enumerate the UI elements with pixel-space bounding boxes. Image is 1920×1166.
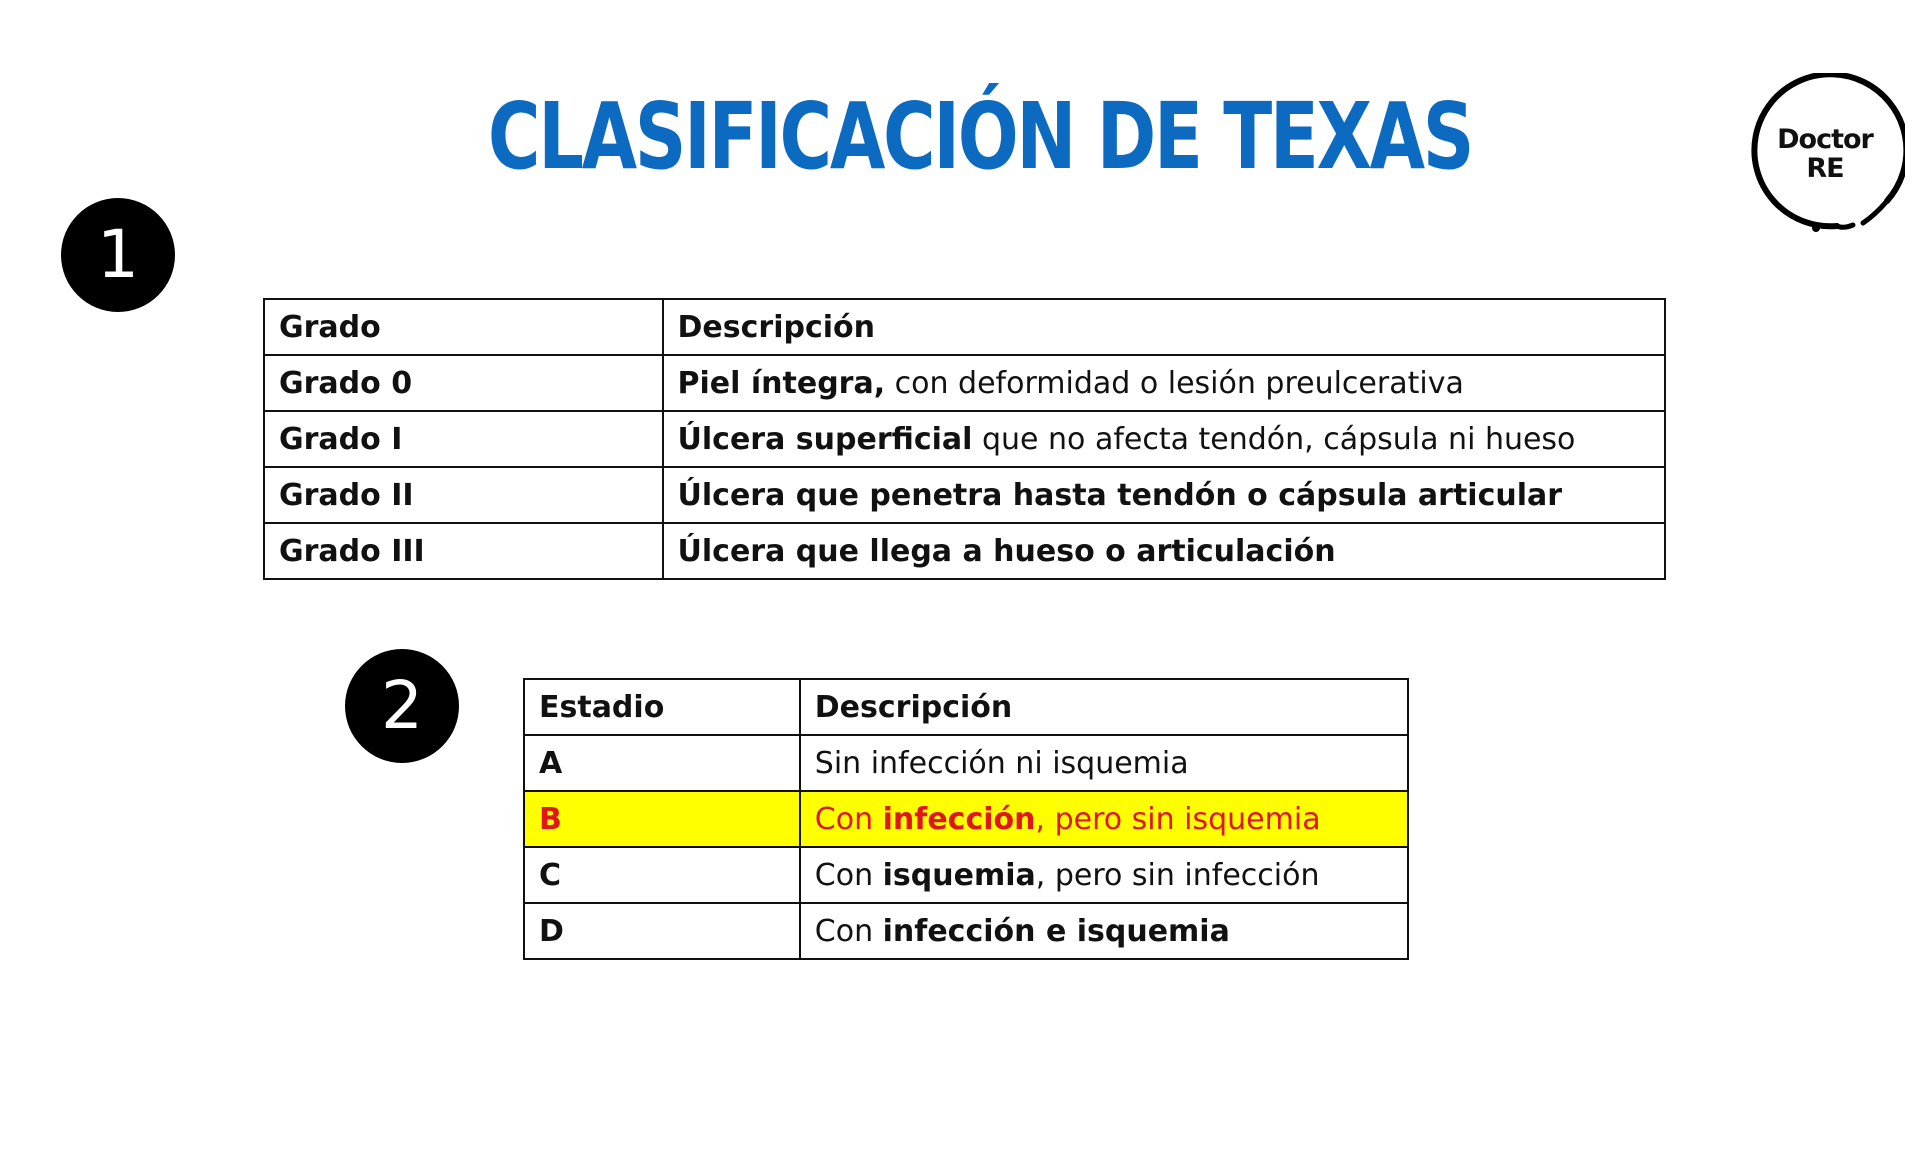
header-descripcion: Descripción bbox=[800, 679, 1408, 735]
section-number-2-badge: 2 bbox=[345, 649, 459, 763]
desc-pre: Con bbox=[814, 801, 883, 837]
header-estadio: Estadio bbox=[524, 679, 800, 735]
estadio-cell: D bbox=[524, 903, 800, 959]
grados-table bbox=[263, 298, 1666, 580]
desc-bold: infección e isquemia bbox=[882, 913, 1230, 949]
page-title: CLASIFICACIÓN DE TEXAS bbox=[487, 83, 1473, 190]
table-header-row bbox=[264, 299, 1665, 355]
logo-text bbox=[1745, 125, 1905, 183]
descripcion-cell bbox=[800, 791, 1408, 847]
desc-bold: Piel íntegra, bbox=[677, 365, 886, 401]
table-row bbox=[264, 355, 1665, 411]
grado-cell: Grado II bbox=[264, 467, 663, 523]
doctor-re-logo bbox=[1745, 73, 1905, 233]
table-row bbox=[524, 847, 1408, 903]
desc-pre: Sin infección ni isquemia bbox=[814, 745, 1189, 781]
desc-post: , pero sin isquemia bbox=[1035, 801, 1321, 837]
estadios-table bbox=[523, 678, 1409, 960]
desc-pre: Con bbox=[814, 913, 883, 949]
estadio-cell: B bbox=[524, 791, 800, 847]
table-row bbox=[264, 467, 1665, 523]
grado-cell: Grado I bbox=[264, 411, 663, 467]
table-row bbox=[264, 523, 1665, 579]
header-grado: Grado bbox=[264, 299, 663, 355]
desc-rest: que no afecta tendón, cápsula ni hueso bbox=[972, 421, 1576, 457]
table-row bbox=[524, 735, 1408, 791]
estadio-cell: C bbox=[524, 847, 800, 903]
grado-cell: Grado III bbox=[264, 523, 663, 579]
table-header-row bbox=[524, 679, 1408, 735]
grado-cell: Grado 0 bbox=[264, 355, 663, 411]
desc-rest: con deformidad o lesión preulcerativa bbox=[885, 365, 1464, 401]
desc-bold: Úlcera que llega a hueso o articulación bbox=[677, 533, 1336, 569]
table-row bbox=[264, 411, 1665, 467]
descripcion-cell bbox=[663, 467, 1665, 523]
table-row-highlighted bbox=[524, 791, 1408, 847]
section-number-1-badge: 1 bbox=[61, 198, 175, 312]
descripcion-cell bbox=[800, 903, 1408, 959]
descripcion-cell bbox=[663, 355, 1665, 411]
descripcion-cell bbox=[663, 411, 1665, 467]
logo-line-re: RE bbox=[1806, 153, 1844, 184]
descripcion-cell bbox=[800, 847, 1408, 903]
desc-bold: infección bbox=[882, 801, 1036, 837]
desc-post: , pero sin infección bbox=[1035, 857, 1320, 893]
desc-pre: Con bbox=[814, 857, 883, 893]
desc-bold: Úlcera superficial bbox=[677, 421, 973, 457]
estadio-cell: A bbox=[524, 735, 800, 791]
desc-bold: Úlcera que penetra hasta tendón o cápsula articular bbox=[677, 477, 1563, 513]
header-descripcion: Descripción bbox=[663, 299, 1665, 355]
desc-bold: isquemia bbox=[882, 857, 1036, 893]
descripcion-cell bbox=[663, 523, 1665, 579]
logo-line-doctor: Doctor bbox=[1777, 124, 1873, 155]
descripcion-cell bbox=[800, 735, 1408, 791]
table-row bbox=[524, 903, 1408, 959]
